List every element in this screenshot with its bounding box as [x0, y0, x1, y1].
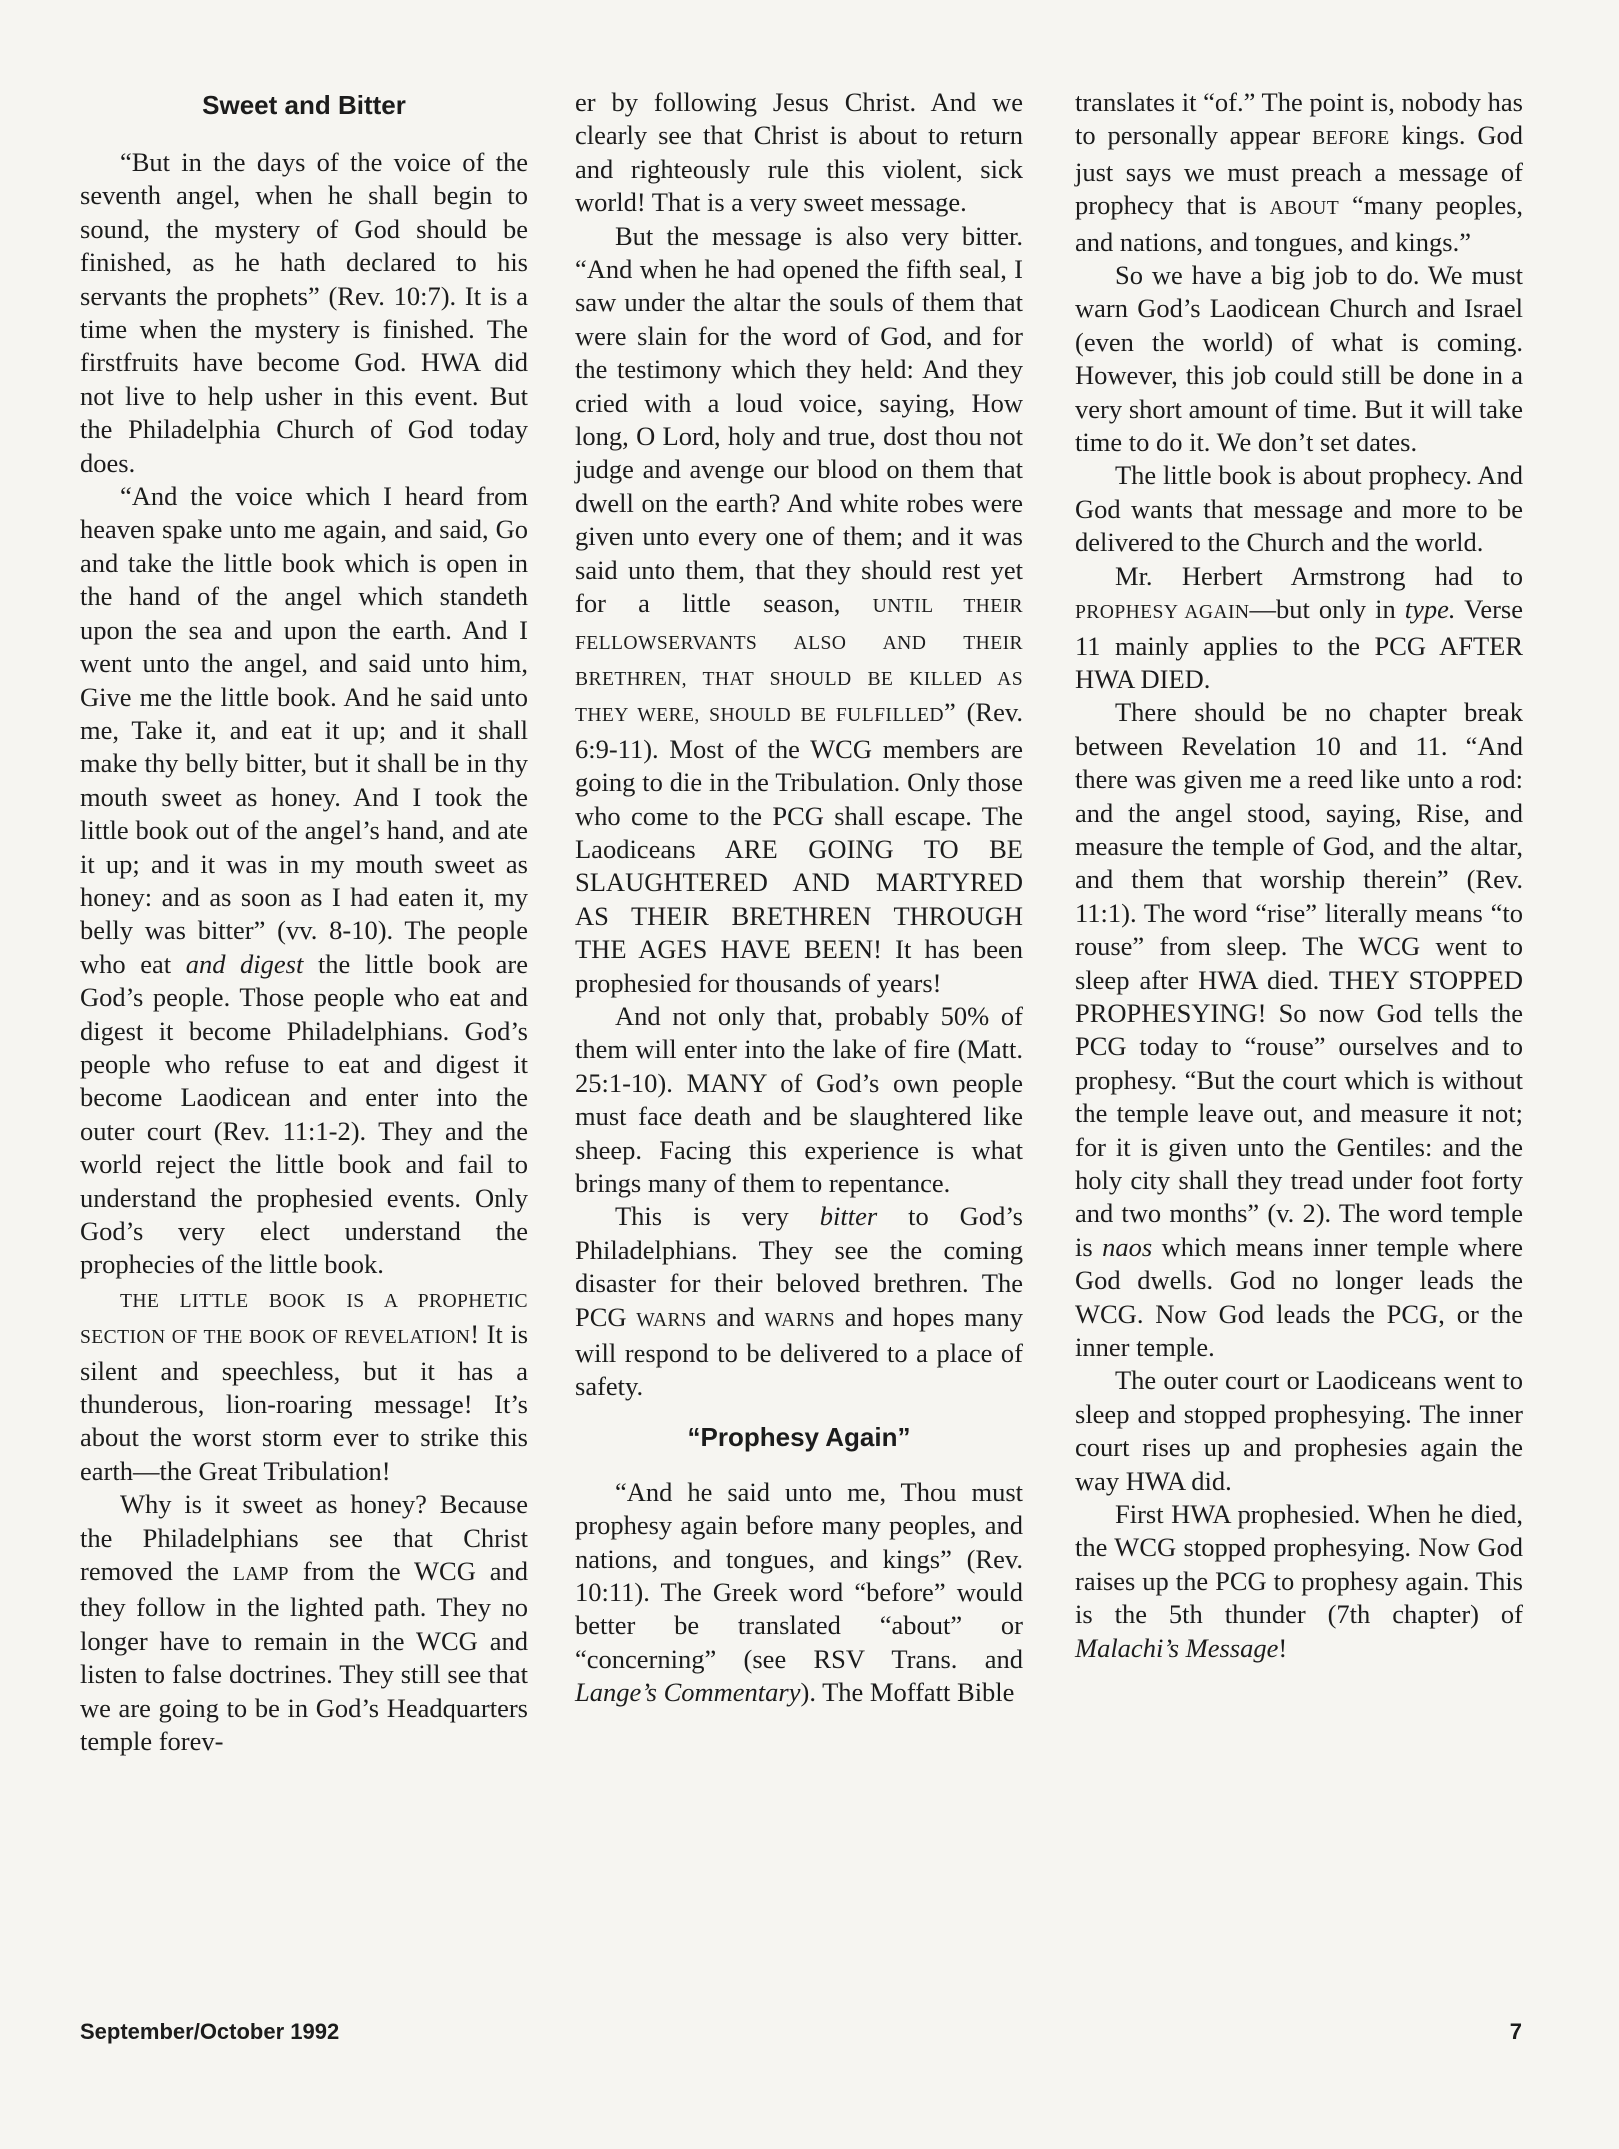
- emphasis: and digest: [185, 948, 304, 979]
- paragraph: This is very bitter to God’s Philadelphians. They see the coming disaster for their beloved brethren. The PCG WARNS and WARNS and hopes many will respond to be delivered to a place of safety.: [575, 1201, 1024, 1402]
- paragraph-continued: translates it “of.” The point is, nobody has to personally appear BEFORE kings. God just says we must preach a message of prophecy that is ABOUT “many peoples, and nations, and tongues, and kings.”: [1075, 87, 1524, 257]
- small-caps-text: LAMP: [232, 1564, 289, 1586]
- article-column-1: [80, 86, 528, 1759]
- small-caps-text: PROPHESY AGAIN: [1075, 602, 1250, 624]
- emphasis: type.: [1404, 594, 1456, 625]
- paragraph: And not only that, probably 50% of them will enter into the lake of fire (Matt. 25:1-10). MANY of God’s own people must face death and be slaughtered like sheep. Facing this experience is what brings many of them to repentance.: [575, 1000, 1023, 1198]
- small-caps-text: UNTIL THEIR FELLOWSERVANTS ALSO AND THEIR BRETHREN, THAT SHOULD BE KILLED AS THEY WERE, SHOULD BE FULFILLED: [575, 596, 1024, 727]
- paragraph: But the message is also very bitter. “And when he had opened the fifth seal, I saw under the altar the souls of them that were slain for the word of God, and for the testimony which they held: And they cried with a loud voice, saying, How long, O Lord, holy and true, dost thou not judge and avenge our blood on them that dwell on the earth? And white robes were given unto every one of them; and it was said unto them, that they should rest yet for a little season, UNTIL THEIR FELLOWSERVANTS ALSO AND THEIR BRETHREN, THAT SHOULD BE KILLED AS THEY WERE, SHOULD BE FULFILLED” (Rev. 6:9-11). Most of the WCG members are going to die in the Tribulation. Only those who come to the PCG shall escape. The Laodiceans ARE GOING TO BE SLAUGHTERED AND MARTYRED AS THEIR BRETHREN THROUGH THE AGES HAVE BEEN! It has been prophesied for thousands of years!: [575, 220, 1024, 998]
- paragraph: The outer court or Laodiceans went to sleep and stopped prophesying. The inner court rises up and prophesies again the way HWA did.: [1075, 1365, 1523, 1496]
- emphasis: Lange’s Commentary: [575, 1677, 801, 1708]
- paragraph: “And the voice which I heard from heaven spake unto me again, and said, Go and take the little book which is open in the hand of the angel which standeth upon the sea and upon the earth. And I went unto the angel, and said unto him, Give me the little book. And he said unto me, Take it, and eat it up; and it shall make thy belly bitter, but it shall be in thy mouth sweet as honey. And I took the little book out of the angel’s hand, and ate it up; and it was in my mouth sweet as honey: and as soon as I had eaten it, my belly was bitter” (vv. 8-10). The people who eat and digest the little book are God’s people. Those people who eat and digest it become Philadelphians. God’s people who refuse to eat and digest it become Laodicean and enter into the outer court (Rev. 11:1-2). They and the world reject the little book and fail to understand the prophesied events. Only God’s very elect understand the prophecies of the little book.: [80, 481, 528, 1280]
- section-heading-sweet-and-bitter: Sweet and Bitter: [202, 90, 406, 120]
- footer-issue-date: September/October 1992: [80, 2019, 340, 2044]
- emphasis: bitter: [819, 1201, 878, 1232]
- small-caps-text: WARNS: [764, 1309, 836, 1331]
- small-caps-text: BEFORE: [1312, 128, 1390, 150]
- paragraph: “But in the days of the voice of the seventh angel, when he shall begin to sound, the mystery of God should be finished, as he hath declared to his servants the prophets” (Rev. 10:7). It is a time when the mystery is finished. The firstfruits have become God. HWA did not live to help usher in this event. But the Philadelphia Church of God today does.: [80, 147, 528, 478]
- footer-page-number: 7: [1509, 2019, 1522, 2044]
- paragraph: The little book is about prophecy. And God wants that message and more to be delivered to the Church and the world.: [1075, 460, 1523, 558]
- paragraph: THE LITTLE BOOK IS A PROPHETIC SECTION OF THE BOOK OF REVELATION! It is silent and speechless, but it has a thunderous, lion-roaring message! It’s about the worst storm ever to strike this earth—the Great Tribulation!: [80, 1290, 529, 1486]
- article-column-2: [575, 86, 1023, 1710]
- small-caps-text: THE LITTLE BOOK IS A PROPHETIC SECTION OF THE BOOK OF REVELATION: [80, 1290, 528, 1349]
- paragraph: “And he said unto me, Thou must prophesy again before many peoples, and nations, and tongues, and kings” (Rev. 10:11). The Greek word “before” would better be translated “about” or “concerning” (see RSV Trans. and Lange’s Commentary). The Moffatt Bible: [575, 1476, 1023, 1708]
- paragraph: First HWA prophesied. When he died, the WCG stopped prophesying. Now God raises up the PCG to prophesy again. This is the 5th thunder (7th chapter) of Malachi’s Message!: [1075, 1499, 1523, 1663]
- paragraph: There should be no chapter break between Revelation 10 and 11. “And there was given me a reed like unto a rod: and the angel stood, saying, Rise, and measure the temple of God, and the altar, and them that worship therein” (Rev. 11:1). The word “rise” literally means “to rouse” from sleep. The WCG went to sleep after HWA died. THEY STOPPED PROPHESYING! So now God tells the PCG today to “rouse” ourselves and to prophesy. “But the court which is without the temple leave out, and measure it not; for it is given unto the Gentiles: and the holy city shall they tread under foot forty and two months” (v. 2). The word temple is naos which means inner temple where God dwells. God no longer leads the WCG. Now God leads the PCG, or the inner temple.: [1075, 697, 1524, 1363]
- emphasis: Malachi’s Message: [1075, 1632, 1279, 1663]
- small-caps-text: ABOUT: [1269, 198, 1340, 220]
- article-column-3: [1075, 86, 1523, 1665]
- small-caps-text: WARNS: [636, 1309, 707, 1331]
- paragraph-continued: er by following Jesus Christ. And we clearly see that Christ is about to return and righteously rule this violent, sick world! That is a very sweet message.: [575, 87, 1023, 218]
- paragraph: So we have a big job to do. We must warn God’s Laodicean Church and Israel (even the world) of what is coming. However, this job could still be done in a very short amount of time. But it will take time to do it. We don’t set dates.: [1075, 260, 1523, 458]
- paragraph: Mr. Herbert Armstrong had to PROPHESY AGAIN—but only in type. Verse 11 mainly applies to the PCG AFTER HWA DIED.: [1075, 560, 1524, 694]
- emphasis: naos: [1102, 1231, 1153, 1262]
- paragraph: Why is it sweet as honey? Because the Philadelphians see that Christ removed the LAMP from the WCG and they follow in the lighted path. They no longer have to remain in the WCG and listen to false doctrines. They still see that we are going to be in God’s Headquarters temple forev-: [80, 1489, 528, 1757]
- section-heading-prophesy-again: “Prophesy Again”: [687, 1421, 911, 1452]
